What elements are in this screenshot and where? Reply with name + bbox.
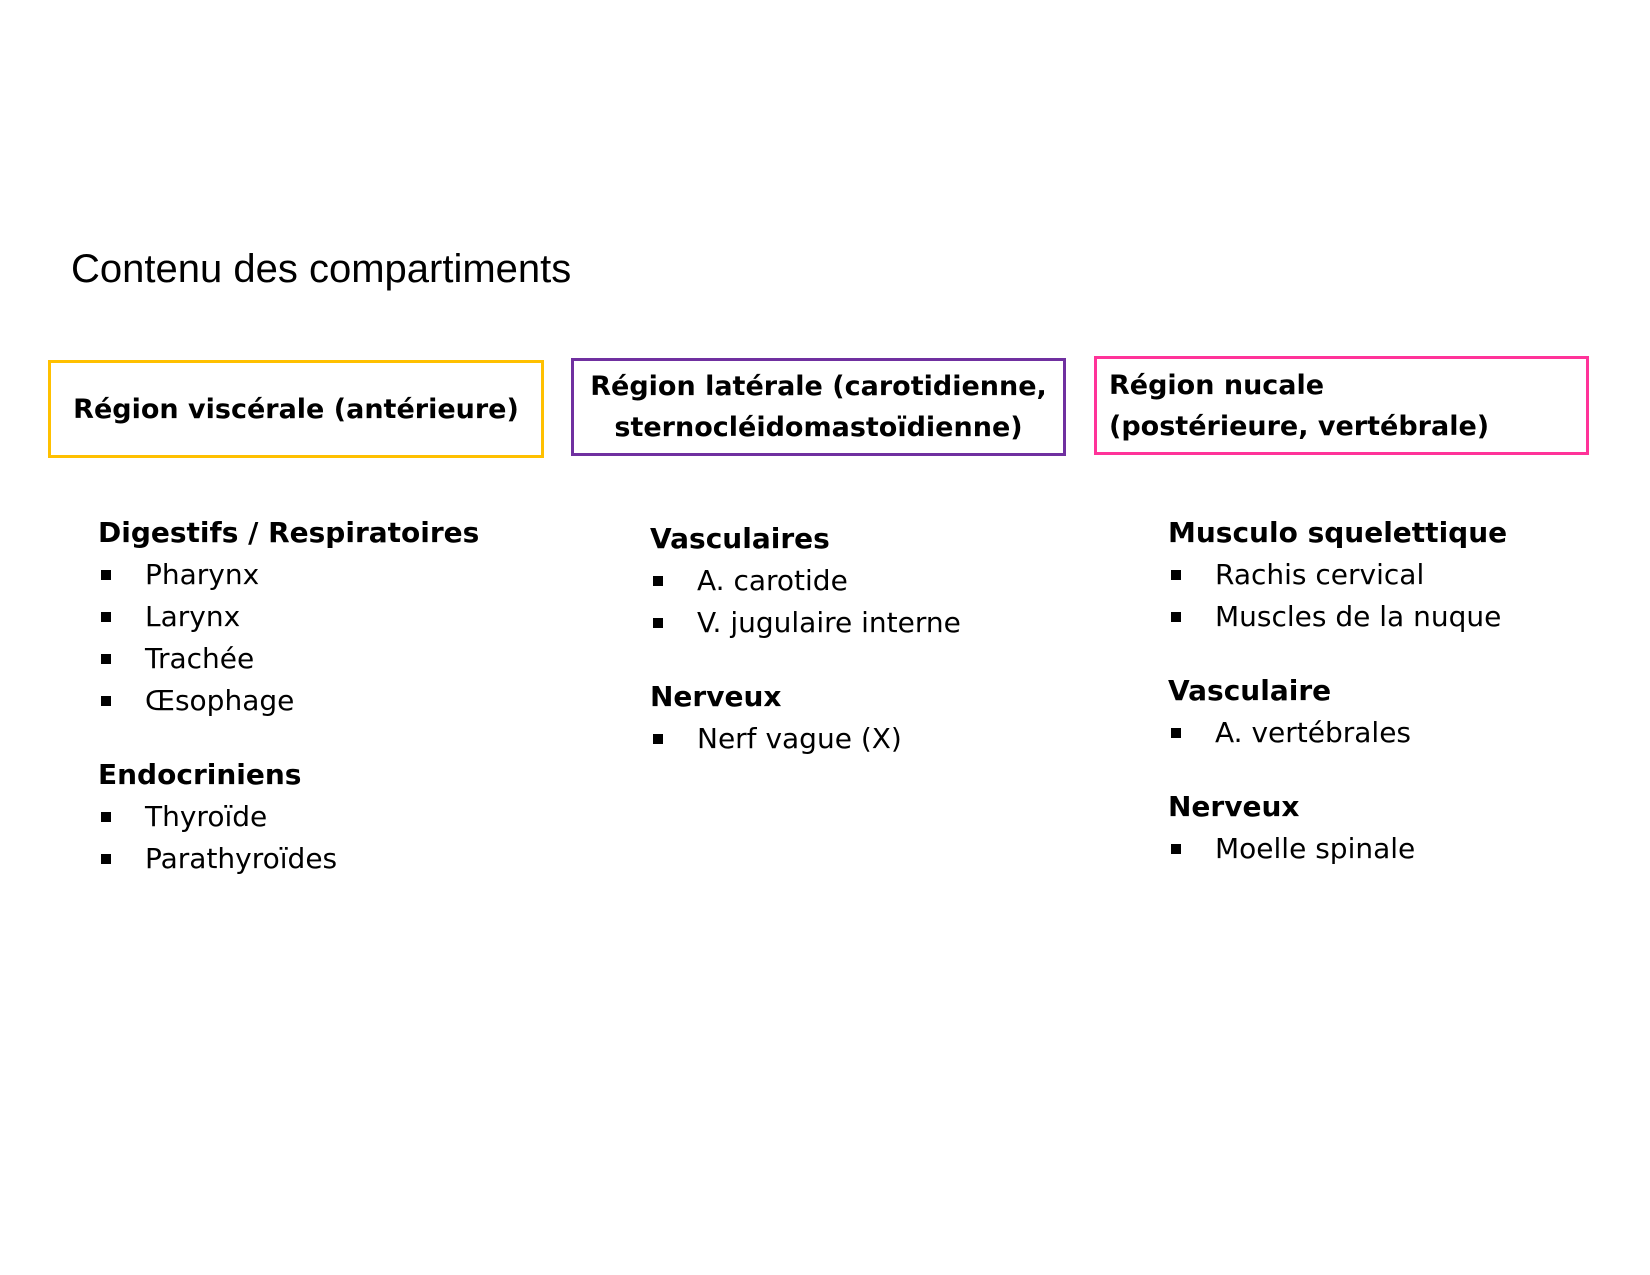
list-item: Rachis cervical [1168,554,1507,596]
square-bullet-icon [653,618,663,628]
region-nucale-title-line1: Région nucale [1109,369,1325,401]
group-title: Vasculaire [1168,674,1332,707]
group-title: Vasculaires [650,522,830,555]
list-item: Trachée [98,638,479,680]
region-laterale-title-line2: sternocléidomastoïdienne) [614,412,1023,443]
region-nucale-content [1168,512,1507,902]
list-item: Thyroïde [98,796,479,838]
region-visceral-content [98,512,479,912]
group-title: Digestifs / Respiratoires [98,516,480,549]
list-item: Larynx [98,596,479,638]
square-bullet-icon [653,576,663,586]
list-item: Parathyroïdes [98,838,479,880]
square-bullet-icon [1171,728,1181,738]
square-bullet-icon [101,812,111,822]
square-bullet-icon [1171,570,1181,580]
group-title: Nerveux [650,680,782,713]
group-endocriniens [98,754,479,880]
region-laterale-header [571,358,1066,456]
group-nerveux [1168,786,1507,870]
list-item: Nerf vague (X) [650,718,961,760]
square-bullet-icon [101,612,111,622]
square-bullet-icon [101,570,111,580]
square-bullet-icon [101,654,111,664]
page-title: Contenu des compartiments [71,247,572,291]
list-item: A. vertébrales [1168,712,1507,754]
region-laterale-title-line1: Région latérale (carotidienne, [590,371,1047,402]
list-item: Pharynx [98,554,479,596]
square-bullet-icon [1171,612,1181,622]
region-visceral-header [48,360,544,458]
group-nerveux [650,676,961,760]
region-nucale-header [1094,356,1589,455]
square-bullet-icon [101,696,111,706]
group-vasculaire [1168,670,1507,754]
list-item: V. jugulaire interne [650,602,961,644]
square-bullet-icon [1171,844,1181,854]
square-bullet-icon [653,734,663,744]
region-nucale-title-line2: (postérieure, vertébrale) [1109,410,1490,442]
group-vasculaires [650,518,961,644]
list-item: Muscles de la nuque [1168,596,1507,638]
list-item: A. carotide [650,560,961,602]
list-item: Moelle spinale [1168,828,1507,870]
group-title: Musculo squelettique [1168,516,1508,549]
group-title: Nerveux [1168,790,1300,823]
square-bullet-icon [101,854,111,864]
group-title: Endocriniens [98,758,302,791]
group-digestifs-respiratoires [98,512,479,722]
group-musculo-squelettique [1168,512,1507,638]
region-laterale-content [650,518,961,792]
region-visceral-title: Région viscérale (antérieure) [73,393,519,425]
list-item: Œsophage [98,680,479,722]
